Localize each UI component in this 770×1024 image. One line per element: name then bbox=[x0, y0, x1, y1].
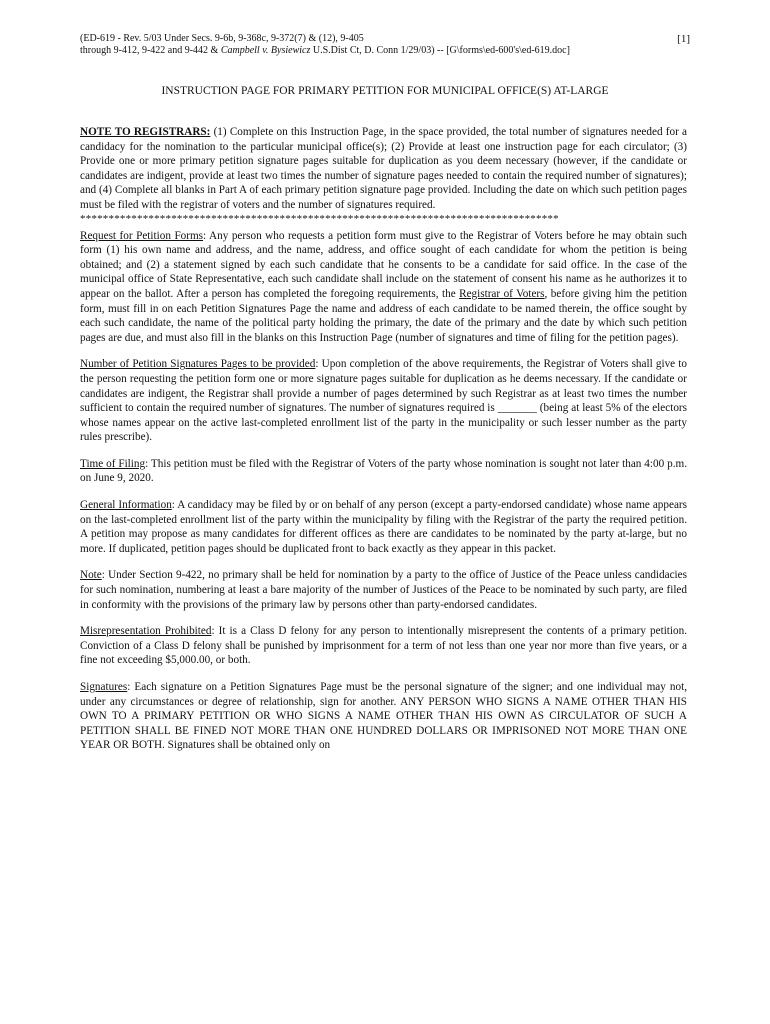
header-line-1: (ED-619 - Rev. 5/03 Under Secs. 9-6b, 9-368c, 9-372(7) & (12), 9-405 bbox=[80, 33, 364, 44]
request-text-b: , before giving him the petition form, must fill in on each Petition Signatures Page the name and address of each candidate to be named therein, the office sought by each such candidate, the name of the political party holding the primary, the date of the primary and the date by which such petition pages are due, and must also fill in the blanks on this Instruction Page (number of signatures and time of filing for the petition pages). bbox=[80, 287, 687, 344]
signatures-paragraph bbox=[80, 680, 687, 753]
signatures-text: : Each signature on a Petition Signatures Page must be the personal signature of the signer; and one individual may not, under any circumstances or degree of relationship, sign for another. ANY PERSON WHO SIGNS A NAME OTHER THAN HIS OWN TO A PRIMARY PETITION OR WHO SIGNS A NAME OTHER THAN HIS OWN AS CIRCULATOR OF SUCH A PETITION SHALL BE FINED NOT MORE THAN ONE HUNDRED DOLLARS OR IMPRISONED NOT MORE THAN ONE YEAR OR BOTH. Signatures shall be obtained only on bbox=[80, 681, 687, 752]
general-information-text: : A candidacy may be filed by or on behalf of any person (except a party-endorsed candidate) whose name appears on the last-completed enrollment list of the party within the municipality by filing with the Registrar of the party the required petition. A petition may propose as many candidates for different offices as there are candidates to be nominated by the party at-large, but no more. If duplicated, petition pages should be duplicated front to back exactly as they appear in this packet. bbox=[80, 499, 687, 555]
signatures-required-blank: _______ bbox=[497, 402, 537, 415]
time-of-filing-label: Time of Filing bbox=[80, 457, 146, 470]
header-case-name: Campbell v. Bysiewicz bbox=[220, 45, 311, 56]
general-information-paragraph bbox=[80, 498, 687, 556]
separator-line: ************************************************************************************ bbox=[80, 212, 559, 225]
note-section-text: : Under Section 9-422, no primary shall be held for nomination by a party to the office of Justice of the Peace unless candidacies for such nomination, numbering at least a bare majority of the number of Justices of the Peace to be nominated by such party, are filed in conformity with the provisions of the primary law by persons other than party-endorsed candidates. bbox=[80, 569, 687, 611]
misrepresentation-text: : It is a Class D felony for any person to intentionally misrepresent the contents of a primary petition. Conviction of a Class D felony shall be punished by imprisonment for a term of not less than one year nor more than five years, or a fine not exceeding $5,000.00, or both. bbox=[80, 625, 688, 667]
document-body bbox=[80, 125, 687, 765]
registrar-of-voters: Registrar of Voters bbox=[459, 287, 545, 300]
number-pages-text-b: (being at least 5% of the electors whose names appear on the active last-completed enrollment list of the party in the municipality or such lesser number as the party rules prescribe). bbox=[80, 402, 687, 444]
document-title: INSTRUCTION PAGE FOR PRIMARY PETITION FOR MUNICIPAL OFFICE(S) AT-LARGE bbox=[161, 85, 609, 97]
number-pages-label: Number of Petition Signatures Pages to be provided bbox=[80, 358, 316, 371]
misrepresentation-paragraph bbox=[80, 624, 687, 668]
header-line-2-b: U.S.Dist Ct, D. Conn 1/29/03) -- [G\forms\ed-600's\ed-619.doc] bbox=[310, 45, 570, 56]
note-section-label: Note bbox=[80, 569, 102, 582]
request-label: Request for Petition Forms bbox=[80, 229, 204, 242]
time-of-filing-paragraph bbox=[80, 457, 687, 486]
number-pages-text-a: : Upon completion of the above requirements, the Registrar of Voters shall give to the person requesting the petition form one or more signature pages suitable for duplication as he deems necessary. If the candidate or candidates are indigent, the Registrar shall provide a number of pages determined by such Registrar as at least two times the number sufficient to contain the required number of signatures. The number of signatures required is bbox=[80, 358, 688, 415]
note-label: NOTE TO REGISTRARS: bbox=[80, 126, 211, 138]
note-to-registrars bbox=[80, 125, 687, 213]
number-pages-paragraph bbox=[80, 357, 687, 445]
request-text-a: : Any person who requests a petition form must give to the Registrar of Voters before he may obtain such form (1) his own name and address, and the name, address, and office sought of each candidate for whom the petition is being obtained; and (2) a statement signed by each such candidate that he consents to be a candidate for said office. In the case of the municipal office of State Representative, each such candidate shall include on the statement of consent his name as he authorizes it to appear on the ballot. After a person has completed the foregoing requirements, the bbox=[80, 229, 687, 300]
time-of-filing-text: : This petition must be filed with the Registrar of Voters of the party whose nomination is sought not later than 4:00 p.m. on June 9, 2020. bbox=[80, 457, 687, 485]
request-paragraph bbox=[80, 229, 687, 346]
note-paragraph bbox=[80, 568, 687, 612]
misrepresentation-label: Misrepresentation Prohibited bbox=[80, 625, 212, 638]
note-text: (1) Complete on this Instruction Page, in the space provided, the total number of signatures needed for a candidacy for the nomination to the particular municipal office(s); (2) Provide at least one instruction page for each circulator; (3) Provide one or more primary petition signature pages suitable for duplication as you deem necessary (however, if the candidate or candidates are indigent, provide at least two times the number of signature pages needed to contain the required number of signatures); and (4) Complete all blanks in Part A of each primary petition signature page provided. Including the date on which such petition pages must be filed with the registrar of voters and the number of signatures required. bbox=[80, 126, 687, 211]
header-line-2 bbox=[80, 45, 690, 57]
page-number: [1] bbox=[677, 33, 690, 45]
form-header bbox=[80, 33, 690, 57]
header-line-2-a: through 9-412, 9-422 and 9-442 & bbox=[80, 45, 221, 56]
general-information-label: General Information bbox=[80, 499, 172, 512]
signatures-label: Signatures bbox=[80, 681, 128, 693]
